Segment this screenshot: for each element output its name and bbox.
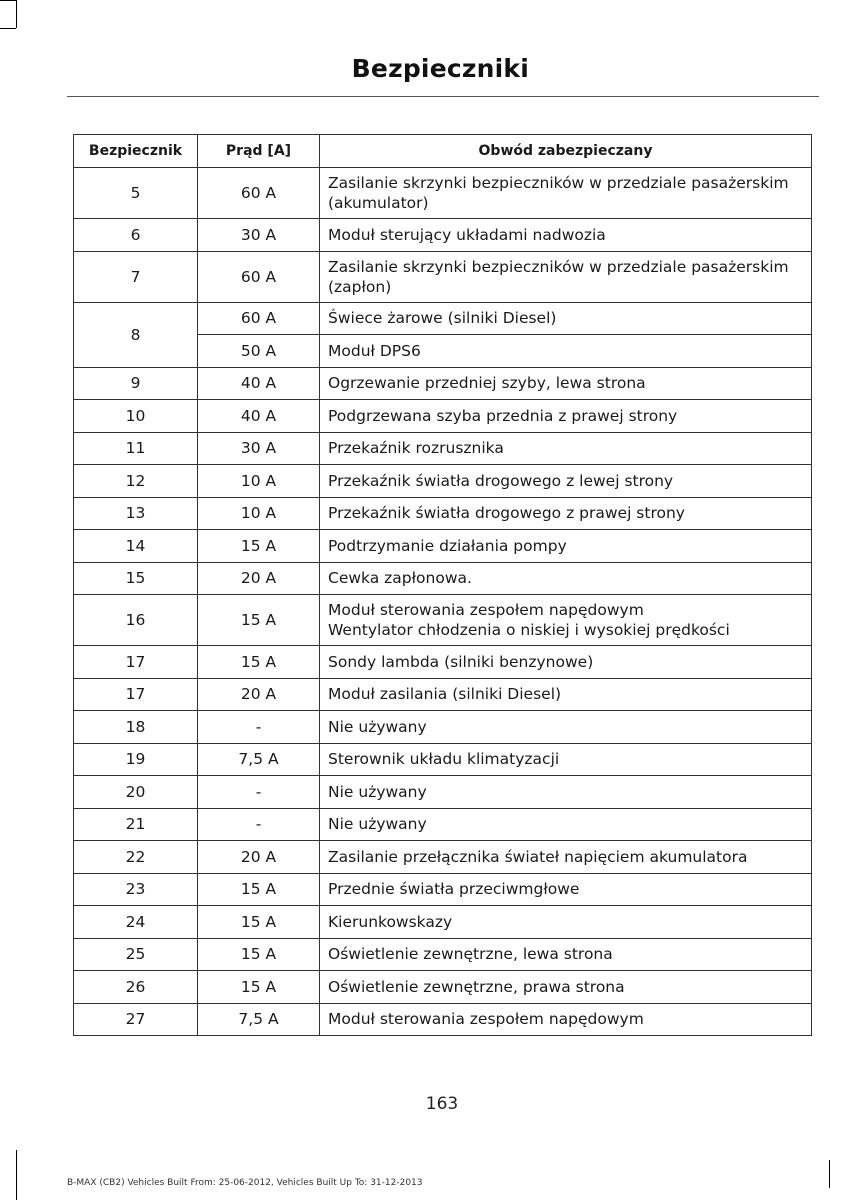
fuse-circuit: Kierunkowskazy [320,906,812,939]
fuse-circuit: Cewka zapłonowa. [320,562,812,595]
footer-vehicle-info: B-MAX (CB2) Vehicles Built From: 25-06-2012, Vehicles Built Up To: 31-12-2013 [67,1178,423,1188]
crop-mark [16,1150,17,1200]
fuse-circuit: Przekaźnik światła drogowego z lewej strony [320,465,812,498]
fuse-circuit: Zasilanie skrzynki bezpieczników w przedziale pasażerskim (zapłon) [320,251,812,302]
crop-mark [0,28,16,29]
fuse-circuit: Nie używany [320,776,812,809]
column-header-circuit: Obwód zabezpieczany [320,135,812,168]
fuse-number: 12 [74,465,198,498]
fuse-current: 30 A [198,432,320,465]
fuse-number: 6 [74,219,198,252]
fuse-circuit: Podgrzewana szyba przednia z prawej strony [320,400,812,433]
fuse-current: 15 A [198,595,320,646]
fuse-circuit: Nie używany [320,808,812,841]
fuse-circuit: Nie używany [320,711,812,744]
fuse-number: 23 [74,873,198,906]
fuse-circuit: Sondy lambda (silniki benzynowe) [320,646,812,679]
table-row [74,1003,812,1036]
fuse-circuit: Moduł sterowania zespołem napędowym Wentylator chłodzenia o niskiej i wysokiej prędkości [320,595,812,646]
fuse-number: 8 [74,302,198,367]
fuse-current: 60 A [198,302,320,335]
fuse-current: - [198,808,320,841]
page-number: 163 [425,1094,459,1114]
fuse-number: 20 [74,776,198,809]
fuse-circuit: Zasilanie skrzynki bezpieczników w przedziale pasażerskim (akumulator) [320,168,812,219]
fuse-current: 10 A [198,497,320,530]
fuse-circuit: Oświetlenie zewnętrzne, lewa strona [320,938,812,971]
fuse-current: 40 A [198,367,320,400]
crop-mark [829,1160,830,1188]
fuse-number: 7 [74,251,198,302]
fuse-number: 10 [74,400,198,433]
fuse-circuit: Moduł sterujący układami nadwozia [320,219,812,252]
fuse-current: 60 A [198,251,320,302]
table-header-row [74,135,812,168]
fuse-number: 17 [74,678,198,711]
fuse-current: 30 A [198,219,320,252]
fuse-circuit: Podtrzymanie działania pompy [320,530,812,563]
fuse-number: 22 [74,841,198,874]
fuse-circuit: Przekaźnik światła drogowego z prawej strony [320,497,812,530]
fuse-circuit: Przekaźnik rozrusznika [320,432,812,465]
fuse-current: 15 A [198,938,320,971]
fuse-current: 60 A [198,168,320,219]
fuse-current: 15 A [198,971,320,1004]
fuse-current: 7,5 A [198,743,320,776]
fuse-current: - [198,776,320,809]
fuse-number: 25 [74,938,198,971]
fuse-current: 20 A [198,841,320,874]
table-row [74,595,812,646]
title-divider [67,96,819,97]
fuse-circuit: Moduł sterowania zespołem napędowym [320,1003,812,1036]
fuse-current: 20 A [198,678,320,711]
table-row [74,219,812,252]
column-header-fuse: Bezpiecznik [74,135,198,168]
fuse-current: 15 A [198,873,320,906]
fuse-number: 5 [74,168,198,219]
table-row [74,432,812,465]
table-row [74,562,812,595]
table-row [74,646,812,679]
table-row [74,530,812,563]
fuse-circuit: Sterownik układu klimatyzacji [320,743,812,776]
fuse-circuit: Świece żarowe (silniki Diesel) [320,302,812,335]
fuse-current: 10 A [198,465,320,498]
fuse-circuit: Moduł zasilania (silniki Diesel) [320,678,812,711]
fuse-current: 20 A [198,562,320,595]
table-row [74,400,812,433]
table-row [74,251,812,302]
fuse-current: 40 A [198,400,320,433]
fuse-current: 15 A [198,906,320,939]
table-row [74,497,812,530]
fuse-current: - [198,711,320,744]
table-row [74,168,812,219]
fuse-number: 26 [74,971,198,1004]
fuse-number: 19 [74,743,198,776]
fuse-table [73,134,812,1036]
fuse-circuit: Moduł DPS6 [320,335,812,368]
fuse-current: 7,5 A [198,1003,320,1036]
fuse-number: 21 [74,808,198,841]
fuse-current: 15 A [198,646,320,679]
table-row [74,841,812,874]
fuse-number: 15 [74,562,198,595]
column-header-current: Prąd [A] [198,135,320,168]
table-row [74,971,812,1004]
fuse-number: 14 [74,530,198,563]
table-row [74,873,812,906]
table-row [74,808,812,841]
fuse-circuit: Przednie światła przeciwmgłowe [320,873,812,906]
crop-mark [0,0,16,1]
table-row [74,465,812,498]
fuse-number: 27 [74,1003,198,1036]
fuse-current: 50 A [198,335,320,368]
table-row [74,938,812,971]
fuse-circuit: Zasilanie przełącznika świateł napięciem akumulatora [320,841,812,874]
table-row [74,776,812,809]
table-row [74,678,812,711]
fuse-number: 18 [74,711,198,744]
table-row [74,302,812,335]
fuse-circuit: Oświetlenie zewnętrzne, prawa strona [320,971,812,1004]
table-row [74,367,812,400]
fuse-number: 13 [74,497,198,530]
fuse-number: 11 [74,432,198,465]
table-row [74,906,812,939]
fuse-number: 24 [74,906,198,939]
fuse-current: 15 A [198,530,320,563]
table-row [74,711,812,744]
fuse-number: 9 [74,367,198,400]
fuse-number: 17 [74,646,198,679]
crop-mark [16,0,17,28]
fuse-circuit: Ogrzewanie przedniej szyby, lewa strona [320,367,812,400]
fuse-number: 16 [74,595,198,646]
table-row [74,743,812,776]
page-title: Bezpieczniki [351,54,529,83]
